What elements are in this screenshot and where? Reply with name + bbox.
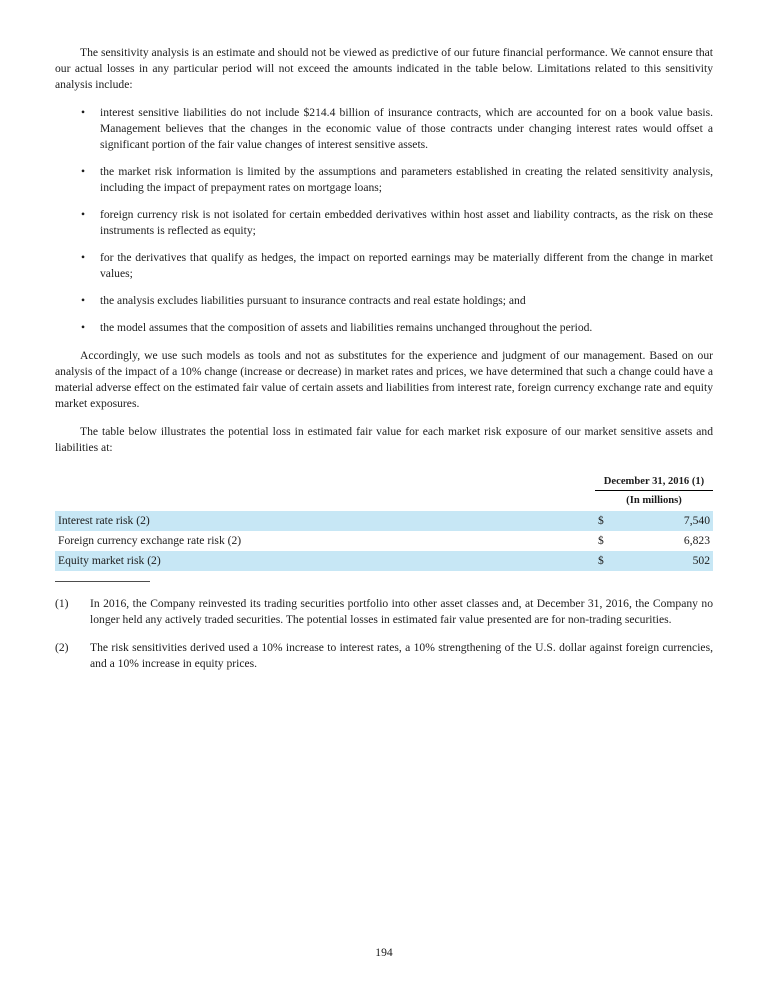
- row-amount: [598, 513, 713, 529]
- bullet-icon: •: [81, 106, 86, 119]
- bullet-item: [55, 250, 713, 282]
- row-amount: [598, 533, 713, 549]
- intro-paragraph: The sensitivity analysis is an estimate and should not be viewed as predictive of our future financial performance. We cannot ensure that our actual losses in any particular period will not exceed the amounts indicated in the table below. Limitations related to this sensitivity analysis include:: [55, 46, 713, 91]
- market-risk-table: [55, 475, 713, 571]
- bullet-icon: •: [81, 251, 86, 264]
- row-amount: [598, 553, 713, 569]
- row-label: Foreign currency exchange rate risk (2): [58, 534, 242, 547]
- currency-symbol: $: [598, 514, 604, 527]
- table-row: [55, 511, 713, 531]
- bullet-text: the market risk information is limited by the assumptions and parameters established in creating the related sensitivity analysis, including the impact of prepayment rates on mortgage loans;: [100, 165, 713, 194]
- footnote-text: The risk sensitivities derived used a 10% increase to interest rates, a 10% strengthening of the U.S. dollar against foreign currencies, and a 10% increase in equity prices.: [90, 641, 713, 670]
- table-row: [55, 531, 713, 551]
- bullet-item: [55, 164, 713, 196]
- table-row: [55, 551, 713, 571]
- row-value: 7,540: [683, 514, 710, 527]
- row-label: Interest rate risk (2): [58, 514, 150, 527]
- bullet-text: foreign currency risk is not isolated for certain embedded derivatives within host asset and liability contracts, as the risk on these instruments is reflected as equity;: [100, 208, 713, 237]
- footnote-text: In 2016, the Company reinvested its trading securities portfolio into other asset classes and, at December 31, 2016, the Company no longer held any actively traded securities. The potential losses in estimated fair value presented are for non-trading securities.: [90, 597, 713, 626]
- bullet-icon: •: [81, 321, 86, 334]
- bullet-item: [55, 293, 713, 309]
- bullet-item: [55, 207, 713, 239]
- table-column-subheader-units: (In millions): [626, 495, 682, 506]
- footnote-separator: [55, 581, 150, 582]
- footnote-number: (1): [55, 597, 69, 610]
- table-intro-paragraph: The table below illustrates the potential loss in estimated fair value for each market risk exposure of our market sensitive assets and liabilities at:: [55, 425, 713, 454]
- bullet-text: the analysis excludes liabilities pursuant to insurance contracts and real estate holdings; and: [100, 294, 526, 307]
- bullet-text: the model assumes that the composition of assets and liabilities remains unchanged throughout the period.: [100, 321, 593, 334]
- table-column-header-date: December 31, 2016 (1): [595, 475, 713, 491]
- bullet-text: interest sensitive liabilities do not include $214.4 billion of insurance contracts, which are accounted for on a book value basis. Management believes that the changes in the economic value of those contracts under changing interest rates would offset a significant portion of the fair value changes of interest sensitive assets.: [100, 106, 713, 151]
- bullet-item: [55, 105, 713, 153]
- limitations-bullet-list: [55, 105, 713, 336]
- accordingly-paragraph: Accordingly, we use such models as tools and not as substitutes for the experience and judgment of our management. Based on our analysis of the impact of a 10% change (increase or decrease) in market rates and prices, we have determined that such a change could have a material adverse effect on the estimated fair value of certain assets and liabilities from interest rate, foreign currency exchange rate and equity market exposures.: [55, 349, 713, 410]
- row-label: Equity market risk (2): [58, 554, 161, 567]
- bullet-text: for the derivatives that qualify as hedges, the impact on reported earnings may be materially different from the change in market values;: [100, 251, 713, 280]
- bullet-icon: •: [81, 165, 86, 178]
- footnote: [55, 640, 713, 672]
- row-value: 6,823: [683, 534, 710, 547]
- row-value: 502: [692, 554, 710, 567]
- bullet-icon: •: [81, 208, 86, 221]
- currency-symbol: $: [598, 554, 604, 567]
- currency-symbol: $: [598, 534, 604, 547]
- footnote: [55, 596, 713, 628]
- bullet-icon: •: [81, 294, 86, 307]
- footnote-number: (2): [55, 641, 69, 654]
- page-number: 194: [375, 946, 393, 959]
- bullet-item: [55, 320, 713, 336]
